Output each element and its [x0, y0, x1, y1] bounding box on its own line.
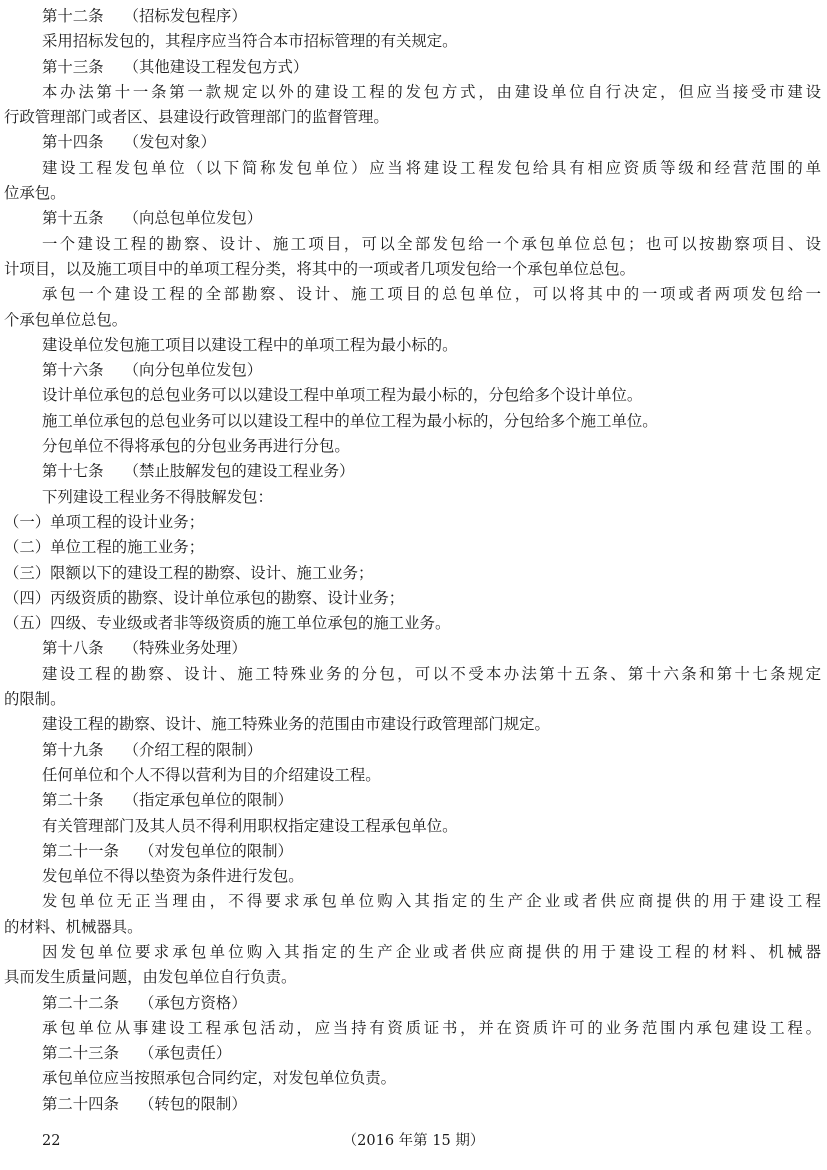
paragraph-line: 建设工程发包单位（以下简称发包单位）应当将建设工程发包给具有相应资质等级和经营范围的单: [42, 158, 821, 177]
article-heading: [4, 358, 821, 383]
article-heading: [4, 738, 821, 763]
article-heading: [4, 991, 821, 1016]
paragraph-line: 计项目，以及施工项目中的单项工程分类，将其中的一项或者几项发包给一个承包单位总包。: [4, 259, 636, 278]
paragraph-line: 位承包。: [4, 184, 66, 203]
article-title: （其他建设工程发包方式）: [123, 57, 309, 76]
paragraph-line: 发包单位无正当理由，不得要求承包单位购入其指定的生产企业或者供应商提供的用于建设工程: [42, 892, 821, 911]
document-body: [4, 4, 821, 1117]
paragraph-line: 承包单位应当按照承包合同约定，对发包单位负责。: [42, 1069, 396, 1088]
article-number: 第二十三条: [42, 1044, 119, 1063]
paragraph-line: 一个建设工程的勘察、设计、施工项目，可以全部发包给一个承包单位总包；也可以按勘察项目、设: [42, 234, 821, 253]
paragraph-line: 个承包单位总包。: [4, 310, 128, 329]
page-number: 22: [42, 1133, 61, 1149]
paragraph-line: （一）单项工程的设计业务；: [4, 512, 205, 531]
article-title: （特殊业务处理）: [123, 639, 247, 658]
article-title: （承包责任）: [138, 1044, 232, 1063]
paragraph-line: 承包一个建设工程的全部勘察、设计、施工项目的总包单位，可以将其中的一项或者两项发包给一: [42, 285, 821, 304]
paragraph-line: 建设工程的勘察、设计、施工特殊业务的分包，可以不受本办法第十五条、第十六条和第十七条规定: [42, 664, 821, 683]
paragraph-line: （三）限额以下的建设工程的勘察、设计、施工业务；: [4, 563, 374, 582]
article-number: 第十四条: [42, 133, 104, 152]
paragraph-line: 发包单位不得以垫资为条件进行发包。: [42, 867, 304, 886]
article-title: （对发包单位的限制）: [138, 841, 293, 860]
article-number: 第二十一条: [42, 841, 119, 860]
paragraph-line: （四）丙级资质的勘察、设计单位承包的勘察、设计业务；: [4, 588, 405, 607]
article-number: 第十八条: [42, 639, 104, 658]
paragraph-line: 承包单位从事建设工程承包活动，应当持有资质证书，并在资质许可的业务范围内承包建设工程。: [42, 1018, 821, 1037]
article-heading: [4, 130, 821, 155]
paragraph-line: 有关管理部门及其人员不得利用职权指定建设工程承包单位。: [42, 816, 458, 835]
article-heading: [4, 206, 821, 231]
article-number: 第十七条: [42, 462, 104, 481]
article-number: 第十三条: [42, 57, 104, 76]
paragraph-line: （五）四级、专业级或者非等级资质的施工单位承包的施工业务。: [4, 614, 451, 633]
paragraph-line: 因发包单位要求承包单位购入其指定的生产企业或者供应商提供的用于建设工程的材料、机械器: [42, 942, 821, 961]
paragraph-line: 施工单位承包的总包业务可以以建设工程中的单位工程为最小标的，分包给多个施工单位。: [42, 411, 658, 430]
article-heading: [4, 1041, 821, 1066]
article-number: 第二十二条: [42, 993, 119, 1012]
article-heading: [4, 636, 821, 661]
article-heading: [4, 839, 821, 864]
paragraph-line: 的限制。: [4, 690, 66, 709]
article-heading: [4, 4, 821, 29]
article-number: 第十五条: [42, 209, 104, 228]
article-heading: [4, 459, 821, 484]
paragraph-line: 设计单位承包的总包业务可以以建设工程中单项工程为最小标的，分包给多个设计单位。: [42, 386, 643, 405]
paragraph-line: 的材料、机械器具。: [4, 917, 143, 936]
paragraph-line: 采用招标发包的，其程序应当符合本市招标管理的有关规定。: [42, 32, 458, 51]
paragraph-line: （二）单位工程的施工业务；: [4, 538, 205, 557]
issue-label: （2016 年第 15 期）: [342, 1133, 485, 1149]
paragraph-line: 建设工程的勘察、设计、施工特殊业务的范围由市建设行政管理部门规定。: [42, 715, 550, 734]
article-title: （向总包单位发包）: [123, 209, 263, 228]
article-title: （承包方资格）: [138, 993, 247, 1012]
paragraph-line: 下列建设工程业务不得肢解发包：: [42, 487, 273, 506]
paragraph-line: 本办法第十一条第一款规定以外的建设工程的发包方式，由建设单位自行决定，但应当接受市建设: [42, 82, 821, 101]
article-number: 第十六条: [42, 361, 104, 380]
article-number: 第二十四条: [42, 1094, 119, 1113]
article-number: 第十九条: [42, 740, 104, 759]
page-footer: [0, 1128, 827, 1154]
article-title: （招标发包程序）: [123, 7, 247, 25]
article-title: （向分包单位发包）: [123, 361, 263, 380]
article-title: （转包的限制）: [138, 1094, 247, 1113]
paragraph-line: 任何单位和个人不得以营利为目的介绍建设工程。: [42, 765, 381, 784]
paragraph-line: 行政管理部门或者区、县建设行政管理部门的监督管理。: [4, 108, 389, 127]
paragraph-line: 分包单位不得将承包的分包业务再进行分包。: [42, 437, 350, 456]
article-title: （指定承包单位的限制）: [123, 791, 293, 810]
article-number: 第二十条: [42, 791, 104, 810]
article-heading: [4, 55, 821, 80]
article-heading: [4, 788, 821, 813]
paragraph-line: 建设单位发包施工项目以建设工程中的单项工程为最小标的。: [42, 335, 458, 354]
article-title: （禁止肢解发包的建设工程业务）: [123, 462, 355, 481]
article-heading: [4, 1092, 821, 1117]
article-number: 第十二条: [42, 7, 104, 25]
paragraph-line: 具而发生质量问题，由发包单位自行负责。: [4, 968, 297, 987]
article-title: （介绍工程的限制）: [123, 740, 263, 759]
article-title: （发包对象）: [123, 133, 216, 152]
